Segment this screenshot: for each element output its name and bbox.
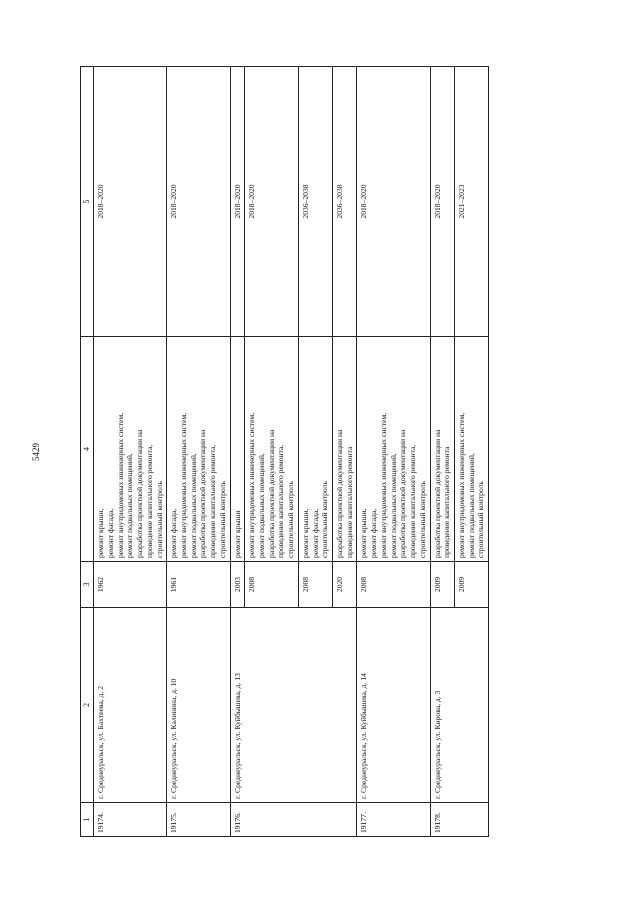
work-item: ремонт подвальных помещений,	[125, 453, 135, 558]
entry-address: г. Среднеуральск, ул. Куйбышева, д. 14	[357, 608, 430, 803]
repair-period: 2036–2038	[298, 67, 332, 337]
header-col-2: 2	[81, 608, 94, 803]
work-list	[167, 337, 230, 562]
work-item: проведение капитального ремонта	[442, 446, 452, 558]
entry-address: г. Среднеуральск, ул. Кирова, д. 3	[430, 608, 489, 803]
repair-period: 2018–2020	[245, 67, 299, 337]
table-row	[357, 67, 430, 837]
entry-number: 19178.	[430, 803, 489, 837]
work-item: строительный контроль	[286, 481, 296, 558]
repair-period: 2018–2020	[230, 67, 245, 337]
repair-period: 2036–2038	[333, 67, 357, 337]
work-item: ремонт крыши	[232, 510, 242, 558]
work-item: строительный контроль	[417, 481, 427, 558]
table-row	[94, 67, 167, 837]
repair-period: 2018–2020	[357, 67, 430, 337]
work-list	[245, 337, 299, 562]
build-year: 2008	[298, 562, 332, 608]
work-item: ремонт внутридомовых инженерных систем,	[247, 412, 257, 558]
repair-period: 2018–2020	[430, 67, 454, 337]
build-year: 1962	[94, 562, 167, 608]
work-item: ремонт подвальных помещений,	[466, 453, 476, 558]
work-item: проведение капитального ремонта,	[408, 444, 418, 558]
work-item: ремонт подвальных помещений,	[257, 453, 267, 558]
work-list	[333, 337, 357, 562]
work-item: ремонт фасада,	[105, 508, 115, 558]
repair-schedule-table	[80, 66, 489, 837]
entry-number: 19174.	[94, 803, 167, 837]
work-item: разработка проектной документации на	[198, 429, 208, 558]
entry-address: г. Среднеуральск, ул. Бахтеева, д. 2	[94, 608, 167, 803]
work-item: строительный контроль	[217, 481, 227, 558]
work-item: ремонт крыши,	[96, 508, 106, 558]
work-list	[430, 337, 454, 562]
work-item: проведение капитального ремонта,	[208, 444, 218, 558]
work-item: разработка проектной документации на	[266, 429, 276, 558]
work-list	[94, 337, 167, 562]
build-year: 2008	[245, 562, 299, 608]
build-year: 2020	[333, 562, 357, 608]
entry-number: 19175.	[167, 803, 230, 837]
table-row	[230, 67, 245, 837]
work-item: разработка проектной документации на	[135, 429, 145, 558]
build-year: 2009	[454, 562, 488, 608]
work-item: ремонт подвальных помещений,	[388, 453, 398, 558]
entry-number: 19176.	[230, 803, 357, 837]
table-row	[430, 67, 454, 837]
entry-address: г. Среднеуральск, ул. Куйбышева, д. 13	[230, 608, 357, 803]
work-item: строительный контроль	[154, 481, 164, 558]
header-col-5: 5	[81, 67, 94, 337]
work-item: ремонт фасада,	[310, 508, 320, 558]
entry-number: 19177.	[357, 803, 430, 837]
work-item: проведение капитального ремонта,	[276, 444, 286, 558]
work-item: ремонт фасада,	[169, 508, 179, 558]
table-row	[167, 67, 230, 837]
work-item: ремонт внутридомовых инженерных систем,	[178, 412, 188, 558]
work-list	[454, 337, 488, 562]
work-item: разработка проектной документации на	[398, 429, 408, 558]
header-col-1: 1	[81, 803, 94, 837]
work-list	[298, 337, 332, 562]
work-item: строительный контроль	[476, 481, 486, 558]
table-body	[94, 67, 489, 837]
header-col-4: 4	[81, 337, 94, 562]
work-item: ремонт крыши,	[300, 508, 310, 558]
work-item: ремонт крыши,	[359, 508, 369, 558]
repair-period: 2021–2023	[454, 67, 488, 337]
work-item: ремонт фасада,	[369, 508, 379, 558]
work-item: строительный контроль	[320, 481, 330, 558]
build-year: 1961	[167, 562, 230, 608]
build-year: 2009	[430, 562, 454, 608]
build-year: 2003	[230, 562, 245, 608]
header-col-3: 3	[81, 562, 94, 608]
work-item: ремонт подвальных помещений,	[188, 453, 198, 558]
work-item: разработка проектной документации на	[335, 429, 345, 558]
header-row	[81, 67, 94, 837]
repair-period: 2018–2020	[167, 67, 230, 337]
work-item: проведение капитального ремонта	[344, 446, 354, 558]
build-year: 2008	[357, 562, 430, 608]
work-item: ремонт внутридомовых инженерных систем,	[378, 412, 388, 558]
work-item: проведение капитального ремонта,	[144, 444, 154, 558]
rotated-table-wrapper	[80, 67, 560, 837]
work-item: ремонт внутридомовых инженерных систем,	[456, 412, 466, 558]
page-number: 5429	[31, 443, 41, 461]
repair-period: 2018–2020	[94, 67, 167, 337]
work-list	[357, 337, 430, 562]
work-item: ремонт внутридомовых инженерных систем,	[115, 412, 125, 558]
entry-address: г. Среднеуральск, ул. Калинина, д. 10	[167, 608, 230, 803]
work-item: разработка проектной документации на	[432, 429, 442, 558]
work-list	[230, 337, 245, 562]
